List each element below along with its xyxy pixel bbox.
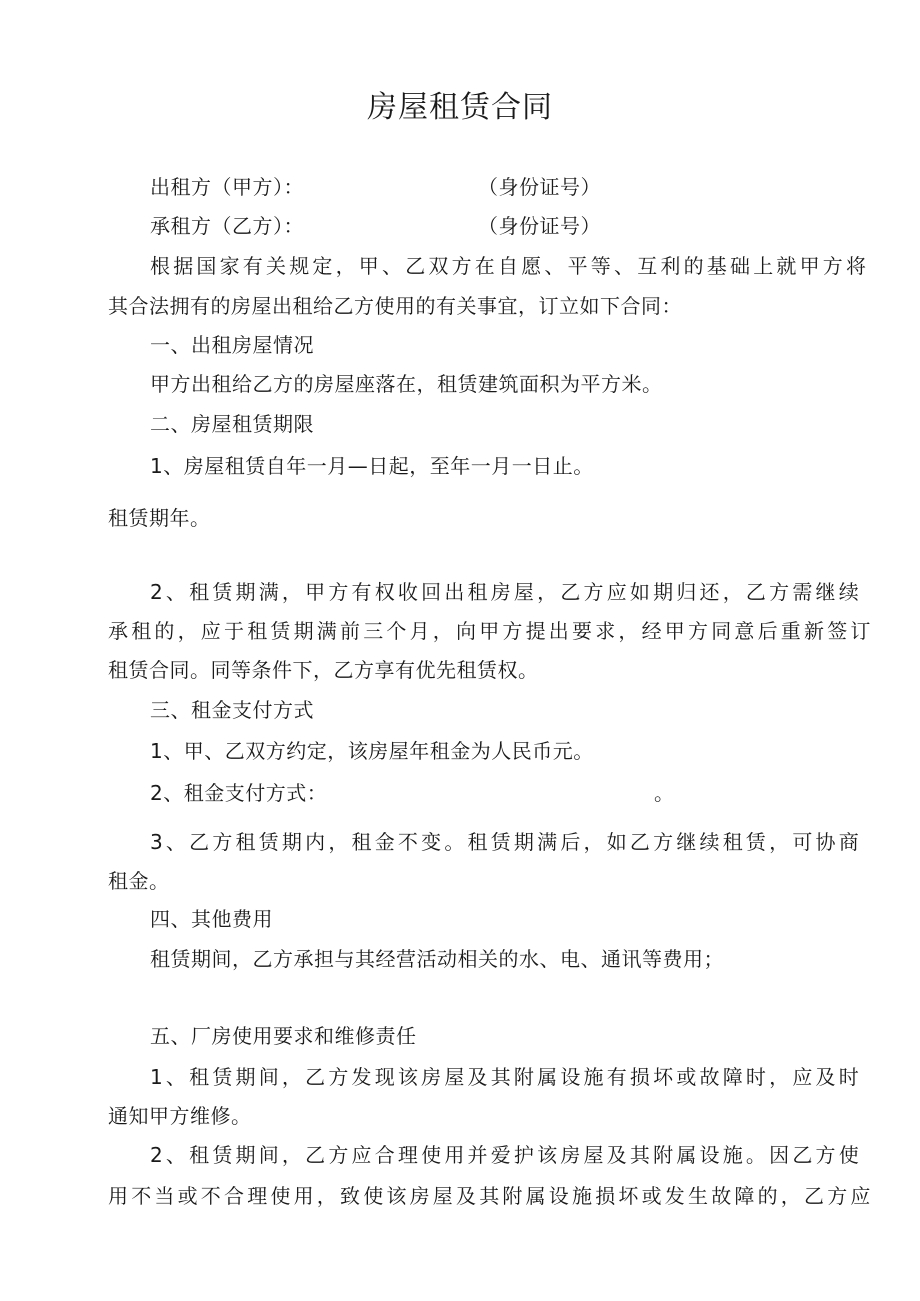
section-2-item-1-term: 租赁期年。 bbox=[108, 506, 211, 530]
section-1-text: 甲方出租给乙方的房屋座落在，租赁建筑面积为平方米。 bbox=[150, 372, 663, 396]
intro-line-2: 其合法拥有的房屋出租给乙方使用的有关事宜，订立如下合同： bbox=[108, 294, 682, 318]
section-3-item-2: 2、租金支付方式： bbox=[150, 781, 328, 805]
section-5-item-1-line-1: 1、租赁期间，乙方发现该房屋及其附属设施有损坏或故障时，应及时 bbox=[150, 1065, 862, 1089]
section-4-heading: 四、其他费用 bbox=[150, 907, 273, 931]
section-1-heading: 一、出租房屋情况 bbox=[150, 333, 314, 357]
lessor-label: 出租方（甲方）： bbox=[150, 175, 304, 199]
section-2-item-1: 1、房屋租赁自年一月—日起，至年一月一日止。 bbox=[150, 454, 594, 478]
section-2-heading: 二、房屋租赁期限 bbox=[150, 412, 314, 436]
lessee-id-label: （身份证号） bbox=[478, 214, 601, 238]
lessee-label: 承租方（乙方）： bbox=[150, 214, 304, 238]
section-3-item-1: 1、甲、乙双方约定，该房屋年租金为人民币元。 bbox=[150, 739, 594, 763]
intro-line-1: 根据国家有关规定，甲、乙双方在自愿、平等、互利的基础上就甲方将 bbox=[150, 254, 870, 278]
section-5-item-2-line-2: 用不当或不合理使用，致使该房屋及其附属设施损坏或发生故障的，乙方应 bbox=[108, 1184, 874, 1208]
lessor-id-label: （身份证号） bbox=[478, 175, 601, 199]
section-4-text: 租赁期间，乙方承担与其经营活动相关的水、电、通讯等费用； bbox=[150, 947, 724, 971]
section-2-item-2-line-1: 2、租赁期满，甲方有权收回出租房屋，乙方应如期归还，乙方需继续 bbox=[150, 580, 862, 604]
section-5-item-2-line-1: 2、租赁期间，乙方应合理使用并爱护该房屋及其附属设施。因乙方使 bbox=[150, 1143, 862, 1167]
section-5-item-1-line-2: 通知甲方维修。 bbox=[108, 1104, 252, 1128]
page-title: 房屋租赁合同 bbox=[367, 90, 553, 125]
section-2-item-2-line-3: 租赁合同。同等条件下，乙方享有优先租赁权。 bbox=[108, 658, 539, 682]
section-3-heading: 三、租金支付方式 bbox=[150, 698, 314, 722]
section-3-item-3-line-1: 3、乙方租赁期内，租金不变。租赁期满后，如乙方继续租赁，可协商 bbox=[150, 830, 862, 854]
section-5-heading: 五、厂房使用要求和维修责任 bbox=[150, 1024, 417, 1048]
section-3-item-2-end: 。 bbox=[654, 781, 675, 805]
section-2-item-2-line-2: 承租的，应于租赁期满前三个月，向甲方提出要求，经甲方同意后重新签订 bbox=[108, 619, 874, 643]
section-3-item-3-line-2: 租金。 bbox=[108, 869, 170, 893]
